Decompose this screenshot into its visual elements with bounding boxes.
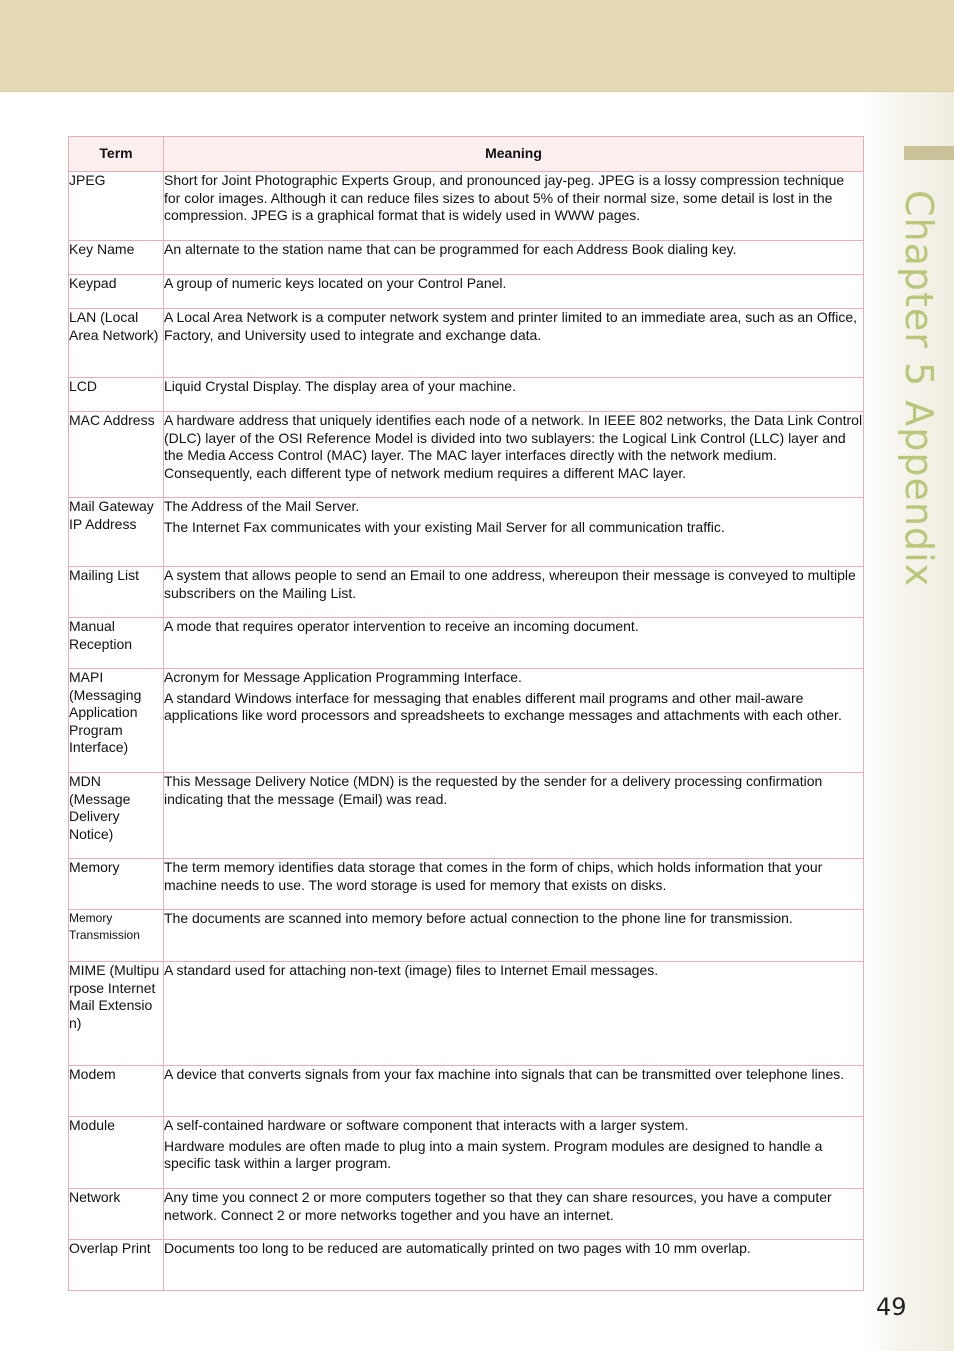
meaning-cell [164,275,864,309]
meaning-text: A mode that requires operator intervention to receive an incoming document. [164,618,639,634]
meaning-text: The documents are scanned into memory before actual connection to the phone line for transmission. [164,910,793,926]
meaning-text: A self-contained hardware or software component that interacts with a larger system. [164,1117,689,1133]
meaning-cell [164,618,864,669]
meaning-text: A standard Windows interface for messaging that enables different mail programs and other mail-aware applications like word processors and spreadsheets to exchange messages and attachments with each other. [164,689,842,724]
table-row [69,378,864,412]
table-row [69,962,864,1066]
term-cell: Module [69,1117,164,1189]
meaning-text: Acronym for Message Application Programming Interface. [164,669,522,685]
chapter-label: Chapter 5 Appendix [897,190,941,588]
meaning-text: Liquid Crystal Display. The display area of your machine. [164,378,516,394]
meaning-cell [164,309,864,378]
table-row [69,241,864,275]
term-cell: MDN (Message Delivery Notice) [69,773,164,859]
meaning-text: A standard used for attaching non-text (image) files to Internet Email messages. [164,962,659,978]
term-cell: LCD [69,378,164,412]
meaning-text: A hardware address that uniquely identifies each node of a network. In IEEE 802 networks, the Data Link Control (DLC) layer of the OSI Reference Model is divided into two sublayers: the Logical Link Control (LLC) layer and the Media Access Control (MAC) layer. The MAC layer interfaces directly with the network medium. Consequently, each different type of network medium requires a different MAC layer. [164,412,863,481]
term-cell: MIME (Multipurpose Internet Mail Extension) [69,962,164,1066]
meaning-cell [164,1117,864,1189]
meaning-cell [164,859,864,910]
chapter-tab-marker [904,146,954,160]
column-header-meaning: Meaning [164,137,864,172]
table-row [69,1066,864,1117]
meaning-cell [164,1240,864,1291]
meaning-text: Documents too long to be reduced are automatically printed on two pages with 10 mm overlap. [164,1240,751,1256]
table-row [69,669,864,773]
term-cell: Mailing List [69,567,164,618]
meaning-cell [164,172,864,241]
term-cell: LAN (Local Area Network) [69,309,164,378]
table-row [69,412,864,498]
meaning-text: Any time you connect 2 or more computers together so that they can share resources, you have a computer network. Connect 2 or more networks together and you have an internet. [164,1189,832,1223]
table-row [69,859,864,910]
meaning-cell [164,412,864,498]
meaning-text: Short for Joint Photographic Experts Group, and pronounced jay-peg. JPEG is a lossy compression technique for color images. Although it can reduce files sizes to about 5% of their normal size, some detail is lost in the compression. JPEG is a graphical format that is widely used in WWW pages. [164,172,845,224]
meaning-text: The Address of the Mail Server. [164,498,360,514]
table-row [69,275,864,309]
table-row [69,172,864,241]
term-cell: Keypad [69,275,164,309]
term-cell: MAPI (Messaging Application Program Interface) [69,669,164,773]
table-row [69,773,864,859]
glossary-table [68,136,864,1291]
term-cell: MAC Address [69,412,164,498]
table-row [69,618,864,669]
term-cell: Overlap Print [69,1240,164,1291]
meaning-cell [164,567,864,618]
meaning-cell [164,498,864,567]
term-cell: Manual Reception [69,618,164,669]
meaning-cell [164,962,864,1066]
term-cell: Memory [69,859,164,910]
term-cell: Modem [69,1066,164,1117]
meaning-text: The Internet Fax communicates with your existing Mail Server for all communication traffic. [164,518,725,535]
term-cell: JPEG [69,172,164,241]
meaning-text: The term memory identifies data storage that comes in the form of chips, which holds information that your machine needs to use. The word storage is used for memory that exists on disks. [164,859,823,893]
table-row [69,1117,864,1189]
meaning-cell [164,773,864,859]
term-cell: Memory Transmission [69,910,164,962]
table-row [69,1240,864,1291]
table-header-row [69,137,864,172]
header-band [0,0,954,92]
table-row [69,498,864,567]
meaning-cell [164,241,864,275]
meaning-text: A system that allows people to send an Email to one address, whereupon their message is conveyed to multiple subscribers on the Mailing List. [164,567,856,601]
meaning-cell [164,378,864,412]
term-cell: Mail Gateway IP Address [69,498,164,567]
meaning-cell [164,910,864,962]
meaning-text: This Message Delivery Notice (MDN) is the requested by the sender for a delivery processing confirmation indicating that the message (Email) was read. [164,773,823,807]
term-cell: Network [69,1189,164,1240]
meaning-cell [164,669,864,773]
meaning-text: A group of numeric keys located on your Control Panel. [164,275,507,291]
term-cell: Key Name [69,241,164,275]
meaning-cell [164,1189,864,1240]
table-row [69,1189,864,1240]
table-row [69,567,864,618]
column-header-term: Term [69,137,164,172]
meaning-text: An alternate to the station name that can be programmed for each Address Book dialing key. [164,241,737,257]
meaning-text: A device that converts signals from your fax machine into signals that can be transmitted over telephone lines. [164,1066,845,1082]
page-number: 49 [876,1293,907,1321]
table-row [69,309,864,378]
meaning-text: A Local Area Network is a computer network system and printer limited to an immediate area, such as an Office, Factory, and University used to integrate and exchange data. [164,309,858,343]
meaning-text: Hardware modules are often made to plug into a main system. Program modules are designed to handle a specific task within a larger program. [164,1137,823,1172]
meaning-cell [164,1066,864,1117]
table-row [69,910,864,962]
